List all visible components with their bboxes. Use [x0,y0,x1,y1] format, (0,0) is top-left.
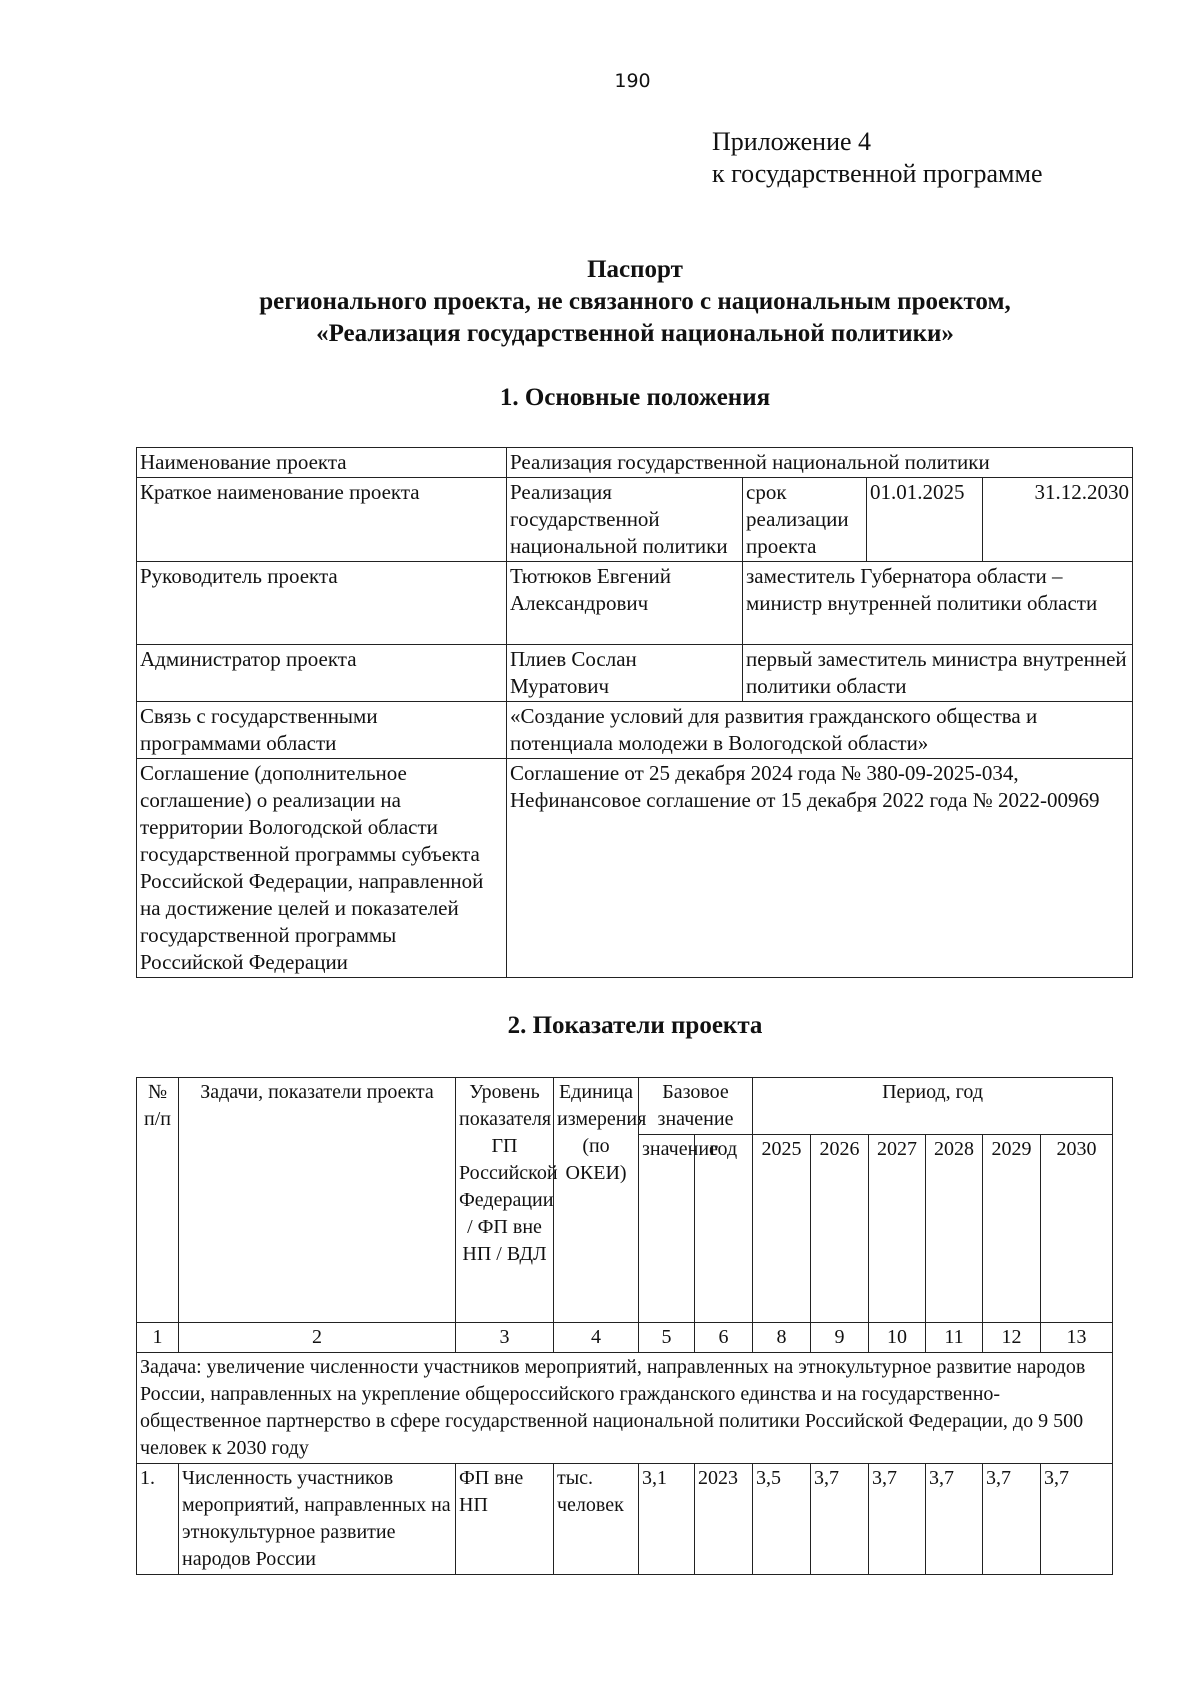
header-base-year: год [695,1135,753,1323]
term-end: 31.12.2030 [983,478,1133,562]
header-level: Уровень показателя ГП Российской Федерации / ФП вне НП / ВДЛ [456,1078,554,1323]
appendix-line-2: к государственной программе [712,159,1043,188]
col-number: 8 [753,1323,811,1353]
admin-position: первый заместитель министра внутренней политики области [743,645,1133,702]
col-number: 4 [554,1323,639,1353]
col-number: 9 [811,1323,869,1353]
header-num: № п/п [137,1078,179,1323]
row-num: 1. [137,1464,179,1575]
row-level: ФП вне НП [456,1464,554,1575]
row-value: 3,7 [1041,1464,1113,1575]
task-row [137,1353,1113,1464]
agreement-value-line-1: Соглашение от 25 декабря 2024 года № 380-09-2025-034, [510,761,1019,785]
section-1-title: 1. Основные положения [499,384,771,411]
table-row [137,562,1133,645]
table-row [137,759,1133,978]
head-label: Руководитель проекта [137,562,507,645]
col-number: 1 [137,1323,179,1353]
header-year: 2026 [811,1135,869,1323]
indicators-table [136,1077,1113,1575]
col-number: 6 [695,1323,753,1353]
col-number: 10 [869,1323,926,1353]
head-name: Тютюков Евгений Александрович [507,562,743,645]
col-number: 5 [639,1323,695,1353]
title-line-2: регионального проекта, не связанного с национальным проектом, [259,288,1011,315]
row-value: 3,7 [926,1464,983,1575]
table-row [137,478,1133,562]
row-value: 3,7 [983,1464,1041,1575]
name-label: Наименование проекта [137,448,507,478]
row-base-year: 2023 [695,1464,753,1575]
header-unit: Единица измерения (по ОКЕИ) [554,1078,639,1323]
agreement-label: Соглашение (дополнительное соглашение) о реализации на территории Вологодской области государственной программы субъекта Российской Федерации, направленной на достижение целей и показателей государственной программы Российской Федерации [137,759,507,978]
header-base: Базовое значение [639,1078,753,1135]
header-base-value: значение [639,1135,695,1323]
document-title [0,254,1200,350]
header-year: 2028 [926,1135,983,1323]
term-label: срок реализации проекта [743,478,867,562]
header-year: 2029 [983,1135,1041,1323]
header-tasks: Задачи, показатели проекта [179,1078,456,1323]
header-year: 2027 [869,1135,926,1323]
col-number: 11 [926,1323,983,1353]
table-row [137,645,1133,702]
basic-provisions-table [136,447,1133,978]
table-header-row [137,1078,1113,1135]
row-value: 3,7 [811,1464,869,1575]
title-line-3: «Реализация государственной национальной политики» [316,320,954,347]
program-link-value: «Создание условий для развития гражданского общества и потенциала молодежи в Вологодской области» [507,702,1133,759]
col-number: 3 [456,1323,554,1353]
admin-label: Администратор проекта [137,645,507,702]
short-name-label: Краткое наименование проекта [137,478,507,562]
row-value: 3,7 [869,1464,926,1575]
corner-mark [1170,0,1200,8]
agreement-value-line-2: Нефинансовое соглашение от 15 декабря 2022 года № 2022-00969 [510,788,1100,812]
table-row [137,702,1133,759]
table-row [137,448,1133,478]
column-numbers-row [137,1323,1113,1353]
header-year: 2030 [1041,1135,1113,1323]
head-position: заместитель Губернатора области – министр внутренней политики области [743,562,1133,645]
title-line-1: Паспорт [587,256,683,283]
col-number: 12 [983,1323,1041,1353]
row-unit: тыс. человек [554,1464,639,1575]
term-start: 01.01.2025 [867,478,983,562]
section-2-title: 2. Показатели проекта [507,1012,763,1039]
row-name: Численность участников мероприятий, направленных на этнокультурное развитие народов России [179,1464,456,1575]
agreement-value [507,759,1133,978]
header-year: 2025 [753,1135,811,1323]
row-base-value: 3,1 [639,1464,695,1575]
page-number: 190 [614,70,651,92]
col-number: 13 [1041,1323,1113,1353]
appendix-line-1: Приложение 4 [712,127,872,156]
row-value: 3,5 [753,1464,811,1575]
task-text: Задача: увеличение численности участников мероприятий, направленных на этнокультурное развитие народов России, направленных на укрепление общероссийского гражданского единства и на государственно-общественное партнерство в сфере государственной национальной политики Российской Федерации, до 9 500 человек к 2030 году [137,1353,1113,1464]
header-period: Период, год [753,1078,1113,1135]
program-link-label: Связь с государственными программами области [137,702,507,759]
appendix-note [712,126,1043,190]
table-row [137,1464,1113,1575]
admin-name: Плиев Сослан Муратович [507,645,743,702]
short-name-value: Реализация государственной национальной политики [507,478,743,562]
name-value: Реализация государственной национальной политики [507,448,1133,478]
col-number: 2 [179,1323,456,1353]
